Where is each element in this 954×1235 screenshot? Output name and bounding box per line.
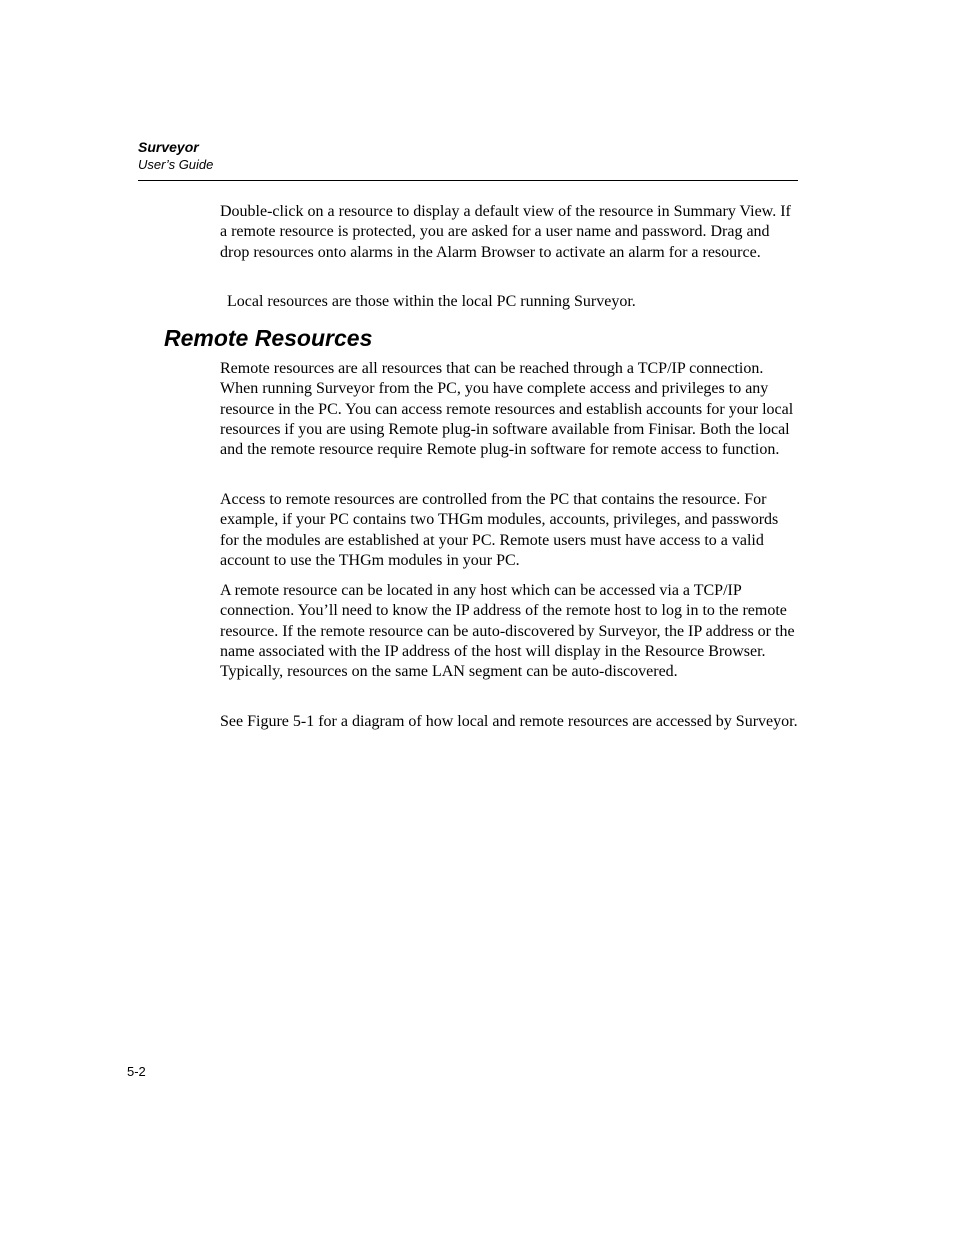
paragraph-local-resources: Local resources are those within the local PC running Surveyor. — [227, 293, 636, 310]
paragraph-figure-reference: See Figure 5-1 for a diagram of how local and remote resources are accessed by Surveyor. — [220, 713, 798, 730]
paragraph-remote-definition: Remote resources are all resources that can be reached through a TCP/IP connection. When running Surveyor from the PC, you have complete access and privileges to any resource in the PC. You can access remote resources and establish accounts for your local resources if you are using Remote plug-in software available from Finisar. Both the local and the remote resource require Remote plug-in software for remote access to function. — [220, 360, 794, 459]
paragraph-double-click: Double-click on a resource to display a default view of the resource in Summary View. If a remote resource is protected, you are asked for a user name and password. Drag and drop resources onto alarms in the Alarm Browser to activate an alarm for a resource. — [220, 203, 791, 261]
paragraph-remote-host: A remote resource can be located in any host which can be accessed via a TCP/IP connection. You’ll need to know the IP address of the remote host to log in to the remote resource. If the remote resource can be auto-discovered by Surveyor, the IP address or the name associated with the IP address of the host will display in the Resource Browser. Typically, resources on the same LAN segment can be auto-discovered. — [220, 582, 795, 681]
paragraph-remote-access-control: Access to remote resources are controlled from the PC that contains the resource. For example, if your PC contains two THGm modules, accounts, privileges, and passwords for the modules are established at your PC. Remote users must have access to a valid account to use the THGm modules in your PC. — [220, 491, 779, 569]
header-rule — [138, 180, 798, 181]
page-number: 5-2 — [127, 1064, 146, 1079]
book-subtitle: User’s Guide — [138, 157, 214, 172]
running-header — [138, 138, 798, 173]
section-heading-remote-resources: Remote Resources — [164, 325, 373, 351]
book-title: Surveyor — [138, 139, 199, 155]
